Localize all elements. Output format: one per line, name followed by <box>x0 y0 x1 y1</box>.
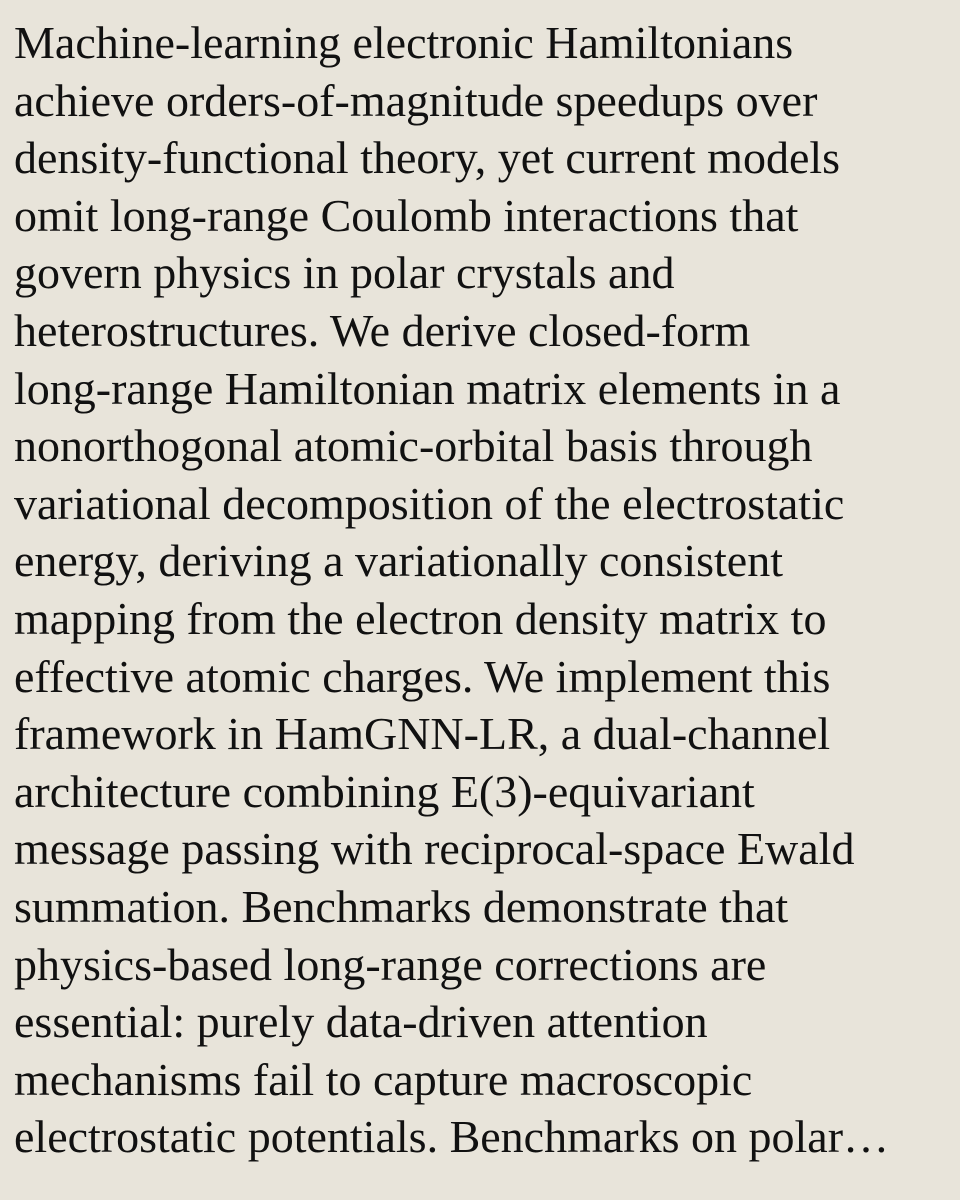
text-line: heterostructures. We derive closed-form <box>14 304 751 356</box>
text-line: density-functional theory, yet current models <box>14 132 841 184</box>
text-line: essential: purely data-driven attention <box>14 996 708 1048</box>
text-line: architecture combining E(3)-equivariant <box>14 765 755 817</box>
text-line: effective atomic charges. We implement this <box>14 650 831 702</box>
text-line: Machine-learning electronic Hamiltonians <box>14 17 794 68</box>
text-line: omit long-range Coulomb interactions that <box>14 189 799 241</box>
text-line: framework in HamGNN-LR, a dual-channel <box>14 708 831 760</box>
text-line: govern physics in polar crystals and <box>14 247 675 299</box>
text-line: message passing with reciprocal-space Ewald <box>14 823 855 875</box>
text-line: physics-based long-range corrections are <box>14 938 767 990</box>
text-line: electrostatic potentials. Benchmarks on polar… <box>14 1111 890 1163</box>
text-line: achieve orders-of-magnitude speedups over <box>14 74 818 126</box>
abstract-paragraph <box>14 14 946 1166</box>
text-line: mechanisms fail to capture macroscopic <box>14 1053 753 1105</box>
text-line: variational decomposition of the electrostatic <box>14 477 845 529</box>
text-line: mapping from the electron density matrix to <box>14 592 827 644</box>
text-line: energy, deriving a variationally consistent <box>14 535 783 587</box>
text-line: summation. Benchmarks demonstrate that <box>14 880 789 932</box>
text-line: long-range Hamiltonian matrix elements in a <box>14 362 841 414</box>
text-line: nonorthogonal atomic-orbital basis through <box>14 420 813 472</box>
